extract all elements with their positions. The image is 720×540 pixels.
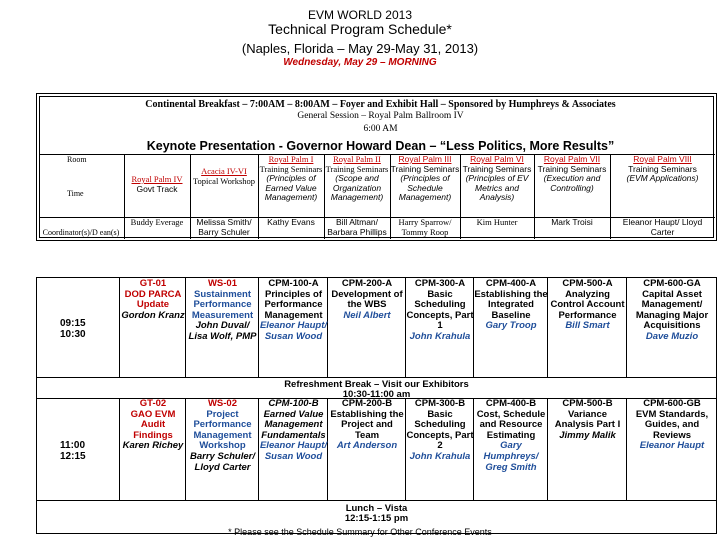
general-session-text: General Session – Royal Palm Ballroom IV [297, 111, 464, 121]
coordinator-name: Kathy Evans [267, 217, 315, 227]
session-title: Earned Value Management Fundamentals [261, 408, 326, 441]
session-title: Basic Scheduling Concepts, Part 1 [406, 288, 474, 332]
keynote-text: Keynote Presentation - Governor Howard Dean – “Less Politics, More Results” [146, 139, 615, 153]
track-topic: (Principles of Schedule Management) [398, 173, 452, 203]
session-speaker: Karen Richey [122, 440, 184, 452]
session-cpm-200-b [328, 399, 406, 452]
session-cpm-300-a [406, 279, 474, 343]
session-gt-02 [120, 399, 186, 452]
day-heading: Wednesday, May 29 – MORNING [283, 57, 437, 68]
refreshment-break-time: 10:30-11:00 am [342, 389, 411, 400]
session-speaker: John Duval/ Lisa Wolf, PMP [188, 320, 257, 342]
session-title: Analyzing Control Account Performance [550, 288, 625, 321]
session-cpm-300-b [406, 399, 474, 463]
session-code: CPM-300-B [414, 398, 466, 409]
session-code: CPM-200-B [341, 398, 393, 409]
session-cpm-100-b [259, 399, 328, 463]
room-name: Royal Palm III [398, 154, 452, 164]
room-column-royal-palm-i [258, 155, 324, 203]
session-code: GT-01 [139, 278, 167, 289]
session-title: EVM Standards, Guides, and Reviews [635, 408, 709, 441]
session-title: Project Performance Management Workshop [193, 408, 252, 452]
session-code: CPM-400-A [485, 278, 537, 289]
session-title: Basic Scheduling Concepts, Part 2 [406, 408, 474, 452]
session-code: CPM-400-B [485, 398, 537, 409]
track-name: Training Seminars [537, 163, 607, 174]
session-cpm-400-b [474, 399, 548, 473]
track-name: Training Seminars [259, 163, 323, 174]
room-column-govt-track [124, 175, 190, 194]
session-speaker: John Krahula [409, 450, 471, 462]
room-name: Acacia IV-VI [201, 166, 247, 176]
session-cpm-100-a [259, 279, 328, 343]
track-topic: (Scope and Organization Management) [330, 173, 384, 203]
room-name: Royal Palm II [333, 154, 381, 164]
refreshment-break: Refreshment Break – Visit our Exhibitors [284, 379, 469, 390]
general-session-time: 6:00 AM [363, 124, 398, 134]
track-name: Topical Workshop [192, 175, 256, 186]
session-speaker: Gary Humphreys/ Greg Smith [483, 440, 539, 473]
session-title: Sustainment Performance Measurement [191, 288, 254, 321]
room-column-workshop [190, 167, 258, 186]
room-name: Royal Palm VII [543, 154, 601, 164]
session-cpm-500-b [548, 399, 627, 441]
session-speaker: Eleanor Haupt [639, 440, 705, 452]
room-column-royal-palm-vii [534, 155, 610, 193]
track-topic: (Principles of EV Metrics and Analysis) [465, 173, 529, 203]
session-code: WS-01 [207, 278, 238, 289]
session-gt-01 [120, 279, 186, 321]
session-code: CPM-600-GA [643, 278, 701, 289]
session-cpm-600-ga [627, 279, 717, 343]
track-topic: (Principles of Earned Value Management) [264, 173, 318, 203]
track-name: Training Seminars [462, 163, 532, 174]
session-speaker: John Krahula [409, 330, 471, 342]
session-cpm-400-a [474, 279, 548, 332]
slot2-time: 11:00 12:15 [60, 440, 86, 462]
session-speaker: Art Anderson [336, 440, 398, 452]
session-speaker: Eleanor Haupt/ Susan Wood [259, 320, 328, 342]
room-name: Royal Palm VIII [633, 154, 692, 164]
track-topic: (EVM Applications) [626, 173, 699, 184]
session-cpm-600-gb [627, 399, 717, 452]
session-code: WS-02 [207, 398, 238, 409]
session-title: Capital Asset Management/ Managing Major Acquisitions [635, 288, 709, 332]
session-title: Principles of Performance Management [264, 288, 323, 321]
coordinator-name: Mark Troisi [551, 217, 593, 227]
coordinator-name: Buddy Everage [130, 217, 184, 227]
slot1-time: 09:15 10:30 [60, 318, 86, 340]
lunch: Lunch – Vista [345, 503, 408, 514]
lunch-time: 12:15-1:15 pm [344, 513, 409, 524]
footnote: * Please see the Schedule Summary for Other Conference Events [228, 527, 492, 537]
room-name: Royal Palm IV [131, 174, 183, 184]
track-name: Training Seminars [390, 163, 460, 174]
room-column-royal-palm-viii [610, 155, 715, 184]
session-code: GT-02 [139, 398, 167, 409]
session-code: CPM-200-A [341, 278, 393, 289]
session-title: DOD PARCA Update [124, 288, 182, 311]
session-title: Variance Analysis Part I [554, 408, 621, 431]
coordinator-label: Coordinator(s)/D ean(s) [42, 228, 120, 237]
room-column-royal-palm-ii [324, 155, 390, 203]
session-speaker: Gordon Kranz [121, 309, 185, 321]
session-speaker: Eleanor Haupt/ Susan Wood [259, 440, 328, 462]
track-name: Govt Track [136, 183, 178, 194]
coordinator-name: Eleanor Haupt/ Lloyd Carter [622, 217, 703, 237]
session-title: Cost, Schedule and Resource Estimating [476, 408, 546, 441]
track-name: Training Seminars [628, 163, 697, 174]
session-code: CPM-600-GB [643, 398, 701, 409]
breakfast-text: Continental Breakfast – 7:00AM – 8:00AM – Foyer and Exhibit Hall – Sponsored by Humphreys & Associates [145, 99, 616, 110]
session-code: CPM-500-A [562, 278, 613, 289]
room-name: Royal Palm VI [470, 154, 524, 164]
room-column-royal-palm-vi [460, 155, 534, 203]
time-label: Time [67, 189, 84, 198]
session-speaker: Bill Smart [565, 320, 610, 332]
room-name: Royal Palm I [268, 154, 314, 164]
session-title: Establishing the Project and Team [330, 408, 404, 441]
coordinator-name: Bill Altman/ Barbara Phillips [327, 217, 387, 237]
track-name: Training Seminars [325, 163, 389, 174]
event-title: EVM WORLD 2013 [307, 8, 413, 22]
location-dates: (Naples, Florida – May 29-May 31, 2013) [241, 41, 479, 56]
morning-schedule-table [36, 93, 717, 241]
session-code: CPM-300-A [414, 278, 466, 289]
session-title: Development of the WBS [331, 288, 403, 311]
room-label: Room [67, 155, 87, 164]
session-speaker: Neil Albert [343, 309, 391, 321]
session-code: CPM-500-B [562, 398, 613, 409]
track-topic: (Execution and Controlling) [543, 173, 601, 193]
session-speaker: Barry Schuler/ Lloyd Carter [190, 450, 255, 473]
session-title: Establishing the Integrated Baseline [474, 288, 548, 321]
session-ws-02 [186, 399, 259, 473]
coordinator-name: Harry Sparrow/ Tommy Roop [398, 217, 452, 237]
session-speaker: Jimmy Malik [559, 429, 616, 441]
session-speaker: Gary Troop [485, 320, 537, 332]
session-cpm-500-a [548, 279, 627, 332]
session-ws-01 [186, 279, 259, 343]
session-speaker: Dave Muzio [645, 330, 699, 342]
session-code: CPM-100-A [268, 278, 319, 289]
room-column-royal-palm-iii [390, 155, 460, 203]
schedule-title: Technical Program Schedule* [268, 21, 452, 37]
session-code: CPM-100-B [268, 398, 319, 409]
session-cpm-200-a [328, 279, 406, 321]
session-title: GAO EVM Audit Findings [130, 408, 176, 441]
coordinator-name: Melissa Smith/ Barry Schuler [196, 217, 252, 237]
coordinator-name: Kim Hunter [476, 217, 518, 227]
